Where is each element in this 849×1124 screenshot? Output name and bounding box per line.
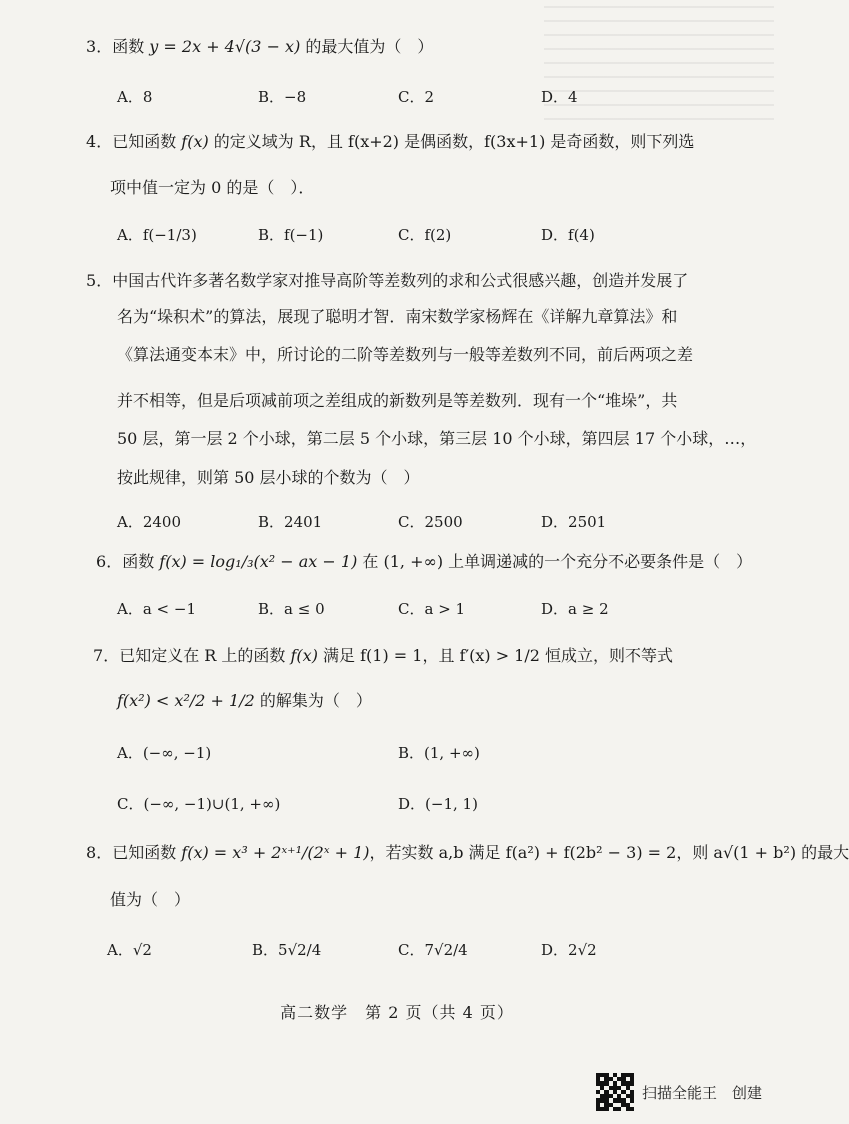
- question-7-option-a: A．(−∞, −1): [117, 744, 212, 762]
- scanner-watermark: [596, 1072, 762, 1112]
- bleed-through-marks: [544, 0, 774, 120]
- question-5-line-5: 50 层，第一层 2 个小球，第二层 5 个小球，第三层 10 个小球，第四层 17 个小球，…，: [117, 429, 757, 448]
- question-5-option-c: C．2500: [398, 513, 463, 531]
- question-4-line-1: 4．已知函数 f(x) 的定义域为 R，且 f(x+2) 是偶函数，f(3x+1) 是奇函数，则下列选: [86, 132, 695, 151]
- question-6-option-c: C．a > 1: [398, 600, 466, 618]
- question-4-option-d: D．f(4): [541, 226, 595, 244]
- question-4-line-2: 项中值一定为 0 的是（ ）．: [110, 178, 315, 197]
- question-8-line-2: 值为（ ）: [110, 890, 191, 909]
- question-6-option-a: A．a < −1: [117, 600, 196, 618]
- question-8-option-c: C．7√2/4: [398, 941, 468, 959]
- page-footer: 高二数学 第 2 页（共 4 页）: [280, 1003, 514, 1022]
- question-6-option-d: D．a ≥ 2: [541, 600, 609, 618]
- question-4-option-b: B．f(−1): [258, 226, 324, 244]
- question-5-line-3: 《算法通变本末》中，所讨论的二阶等差数列与一般等差数列不同，前后两项之差: [117, 345, 694, 364]
- question-3-line-1: 3．函数 y = 2x + 4√(3 − x) 的最大值为（ ）: [86, 37, 434, 56]
- question-3-option-b: B．−8: [258, 88, 307, 106]
- question-8-option-b: B．5√2/4: [252, 941, 322, 959]
- question-5-line-4: 并不相等，但是后项减前项之差组成的新数列是等差数列．现有一个“堆垛”，共: [117, 391, 678, 410]
- question-4-option-c: C．f(2): [398, 226, 452, 244]
- question-8-option-d: D．2√2: [541, 941, 597, 959]
- question-3-option-c: C．2: [398, 88, 435, 106]
- question-7-option-c: C．(−∞, −1)∪(1, +∞): [117, 795, 281, 813]
- question-7-line-2: f(x²) < x²/2 + 1/2 的解集为（ ）: [117, 691, 372, 710]
- question-5-option-d: D．2501: [541, 513, 607, 531]
- question-8-option-a: A．√2: [107, 941, 152, 959]
- question-7-option-b: B．(1, +∞): [398, 744, 480, 762]
- question-5-option-b: B．2401: [258, 513, 323, 531]
- qr-code-icon: [596, 1073, 634, 1111]
- question-4-option-a: A．f(−1/3): [117, 226, 197, 244]
- question-8-line-1: 8．已知函数 f(x) = x³ + 2ˣ⁺¹/(2ˣ + 1)，若实数 a,b 满足 f(a²) + f(2b² − 3) = 2，则 a√(1 + b²) 的最大: [86, 843, 849, 862]
- question-6-option-b: B．a ≤ 0: [258, 600, 325, 618]
- question-3-option-a: A．8: [117, 88, 153, 106]
- scanner-brand-text: 扫描全能王 创建: [642, 1083, 763, 1102]
- question-5-option-a: A．2400: [117, 513, 182, 531]
- question-5-line-2: 名为“垛积术”的算法，展现了聪明才智．南宋数学家杨辉在《详解九章算法》和: [117, 307, 678, 326]
- question-5-line-1: 5．中国古代许多著名数学家对推导高阶等差数列的求和公式很感兴趣，创造并发展了: [86, 271, 689, 290]
- question-7-line-1: 7．已知定义在 R 上的函数 f(x) 满足 f(1) = 1，且 f′(x) > 1/2 恒成立，则不等式: [93, 646, 674, 665]
- question-7-option-d: D．(−1, 1): [398, 795, 478, 813]
- question-6-line-1: 6．函数 f(x) = log₁/₃(x² − ax − 1) 在 (1, +∞) 上单调递减的一个充分不必要条件是（ ）: [96, 552, 753, 571]
- question-3-option-d: D．4: [541, 88, 578, 106]
- question-5-line-6: 按此规律，则第 50 层小球的个数为（ ）: [117, 468, 420, 487]
